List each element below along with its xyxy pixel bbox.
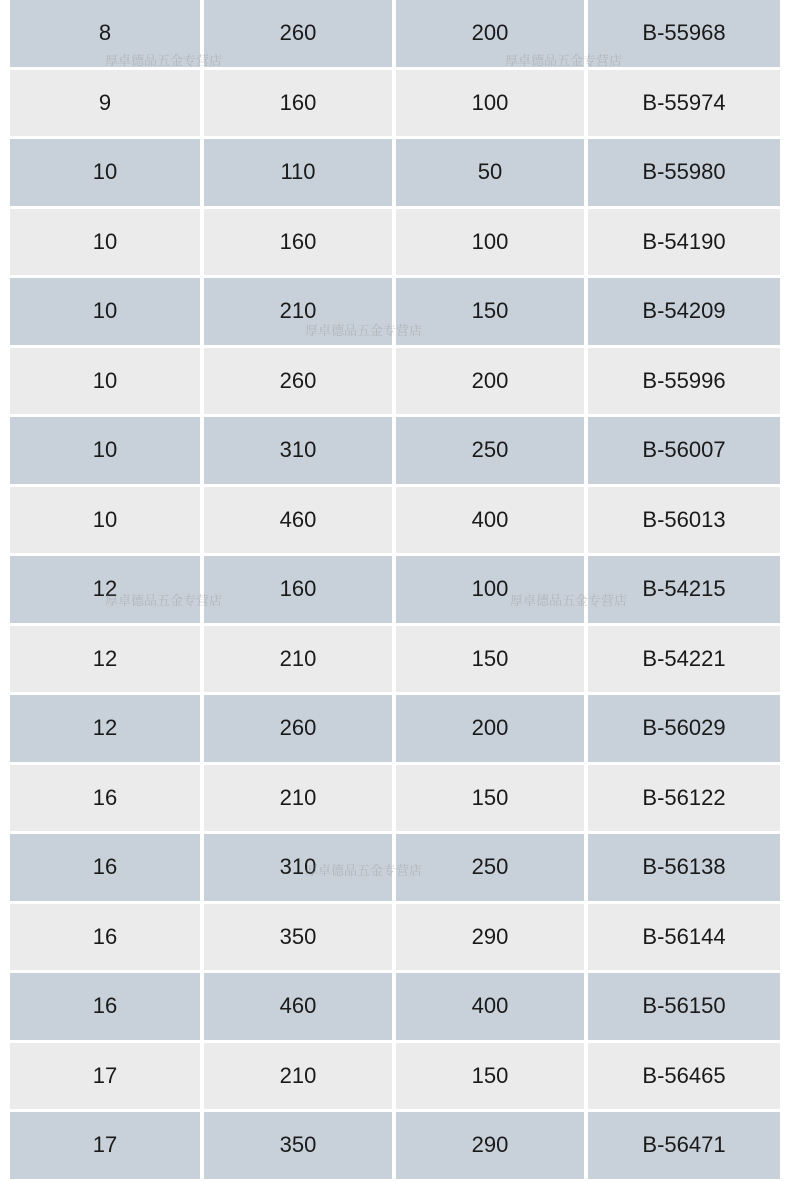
table-cell: 8 (10, 0, 204, 67)
table-cell: 260 (204, 348, 396, 415)
table-cell: B-54209 (588, 278, 780, 345)
table-row (10, 834, 780, 904)
table-row (10, 765, 780, 835)
table-cell: 12 (10, 556, 204, 623)
table-cell: 17 (10, 1043, 204, 1110)
table-cell: 12 (10, 626, 204, 693)
table-row (10, 0, 780, 70)
table-cell: B-56122 (588, 765, 780, 832)
table-row (10, 904, 780, 974)
table-cell: B-55974 (588, 70, 780, 137)
table-cell: 210 (204, 278, 396, 345)
table-cell: 16 (10, 765, 204, 832)
table-cell: 10 (10, 278, 204, 345)
table-cell: 250 (396, 417, 588, 484)
table-cell: 16 (10, 904, 204, 971)
table-cell: B-56471 (588, 1112, 780, 1179)
table-cell: 310 (204, 834, 396, 901)
table-cell: 100 (396, 70, 588, 137)
table-cell: 17 (10, 1112, 204, 1179)
table-cell: 16 (10, 973, 204, 1040)
table-row (10, 348, 780, 418)
table-cell: 100 (396, 556, 588, 623)
table-cell: 150 (396, 278, 588, 345)
table-cell: 260 (204, 0, 396, 67)
table-cell: 50 (396, 139, 588, 206)
table-cell: B-56144 (588, 904, 780, 971)
table-cell: 350 (204, 1112, 396, 1179)
table-cell: B-55980 (588, 139, 780, 206)
table-row (10, 973, 780, 1043)
table-cell: 200 (396, 348, 588, 415)
table-cell: 9 (10, 70, 204, 137)
table-cell: 16 (10, 834, 204, 901)
table-cell: 290 (396, 904, 588, 971)
table-cell: 210 (204, 626, 396, 693)
table-row (10, 209, 780, 279)
table-row (10, 1043, 780, 1113)
table-cell: 10 (10, 417, 204, 484)
table-cell: 160 (204, 70, 396, 137)
table-cell: 160 (204, 556, 396, 623)
table-cell: 350 (204, 904, 396, 971)
watermark: 厚卓德品五金专营店 (510, 594, 628, 609)
table-cell: B-56138 (588, 834, 780, 901)
watermark: 厚卓德品五金专营店 (305, 864, 423, 879)
table-cell: 400 (396, 487, 588, 554)
table-cell: B-56150 (588, 973, 780, 1040)
table-cell: 160 (204, 209, 396, 276)
table-cell: 10 (10, 348, 204, 415)
table-cell: 290 (396, 1112, 588, 1179)
table-cell: B-56465 (588, 1043, 780, 1110)
table-cell: B-54221 (588, 626, 780, 693)
table-cell: 10 (10, 487, 204, 554)
table-cell: 210 (204, 765, 396, 832)
table-cell: 310 (204, 417, 396, 484)
table-cell: 10 (10, 139, 204, 206)
table-cell: 460 (204, 973, 396, 1040)
table-cell: B-55996 (588, 348, 780, 415)
table-row (10, 695, 780, 765)
table-cell: B-55968 (588, 0, 780, 67)
table-cell: 200 (396, 0, 588, 67)
watermark: 厚卓德品五金专营店 (105, 594, 223, 609)
watermark: 厚卓德品五金专营店 (505, 54, 623, 69)
table-cell: 100 (396, 209, 588, 276)
table-cell: 12 (10, 695, 204, 762)
table-cell: 150 (396, 1043, 588, 1110)
table-cell: 260 (204, 695, 396, 762)
table-row (10, 278, 780, 348)
table-cell: 150 (396, 626, 588, 693)
table-cell: 110 (204, 139, 396, 206)
table-cell: B-54215 (588, 556, 780, 623)
table-row (10, 417, 780, 487)
watermark: 厚卓德品五金专营店 (105, 54, 223, 69)
table-cell: B-54190 (588, 209, 780, 276)
table-cell: 150 (396, 765, 588, 832)
watermark: 厚卓德品五金专营店 (305, 324, 423, 339)
table-cell: 200 (396, 695, 588, 762)
table-cell: B-56013 (588, 487, 780, 554)
spec-table (10, 0, 780, 1182)
table-row (10, 556, 780, 626)
table-cell: 400 (396, 973, 588, 1040)
table-cell: 10 (10, 209, 204, 276)
table-cell: 250 (396, 834, 588, 901)
table-row (10, 487, 780, 557)
table-cell: B-56007 (588, 417, 780, 484)
table-row (10, 139, 780, 209)
table-row (10, 1112, 780, 1182)
table-cell: 460 (204, 487, 396, 554)
table-cell: 210 (204, 1043, 396, 1110)
table-row (10, 70, 780, 140)
table-row (10, 626, 780, 696)
table-cell: B-56029 (588, 695, 780, 762)
